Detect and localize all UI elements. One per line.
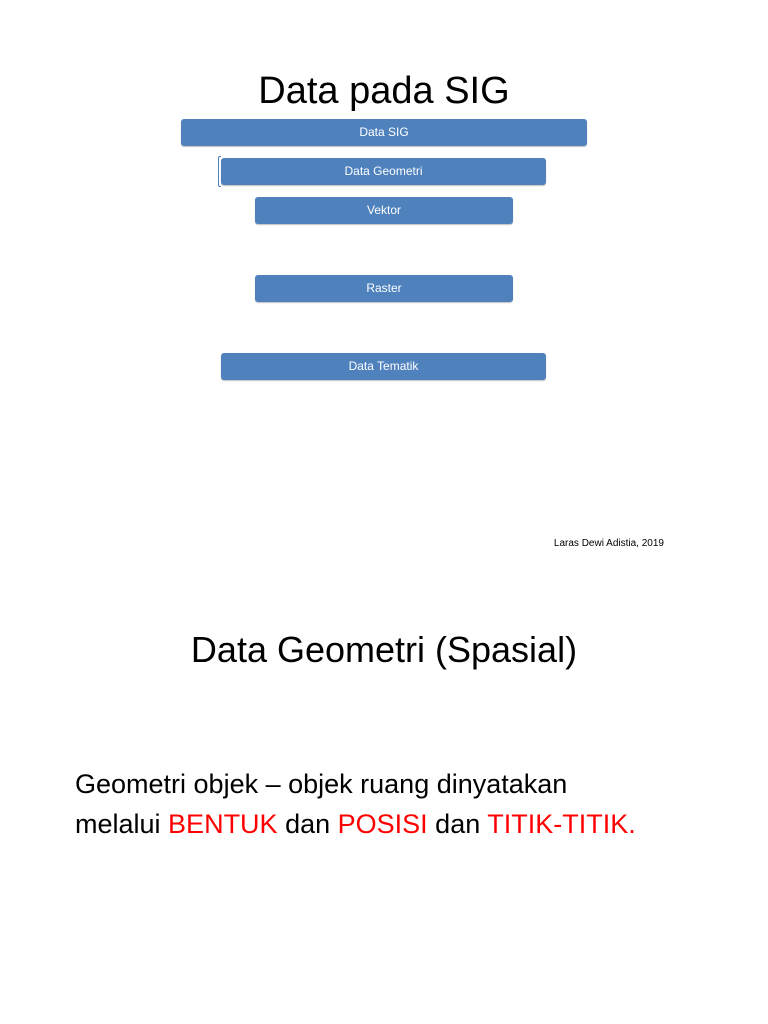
slide-title: Data Geometri (Spasial) — [190, 629, 578, 670]
highlight-posisi: POSISI — [337, 809, 428, 839]
body-paragraph — [75, 764, 715, 844]
author-credit: Laras Dewi Adistia, 2019 — [553, 538, 664, 549]
slide-data-geometri — [0, 512, 768, 1024]
body-line-1: Geometri objek – objek ruang dinyatakan — [75, 769, 568, 799]
node-data-sig: Data SIG — [181, 119, 587, 146]
node-data-tematik: Data Tematik — [221, 353, 546, 380]
node-vektor: Vektor — [255, 197, 513, 224]
node-raster: Raster — [255, 275, 513, 302]
highlight-titik-titik: TITIK-TITIK. — [487, 809, 636, 839]
node-data-geometri: Data Geometri — [221, 158, 546, 185]
highlight-bentuk: BENTUK — [168, 809, 278, 839]
slide-title: Data pada SIG — [258, 70, 510, 112]
conjunction-1: dan — [277, 809, 338, 839]
conjunction-2: dan — [427, 809, 488, 839]
body-line-2-prefix: melalui — [75, 809, 169, 839]
